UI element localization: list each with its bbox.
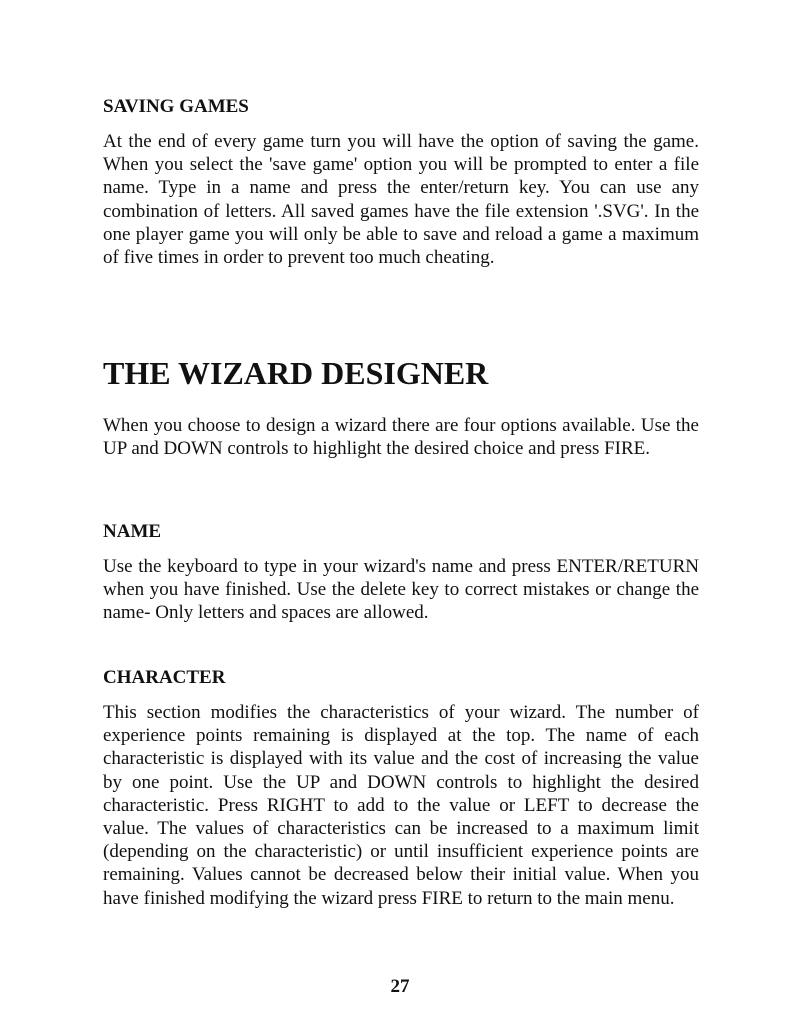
page-number: 27 xyxy=(390,976,410,997)
section-body-name: Use the keyboard to type in your wizard's name and press ENTER/RETURN when you have finished. Use the delete key to correct mistakes or change the name- Only letters and spaces are allowed. xyxy=(103,556,699,624)
section-heading-saving-games: SAVING GAMES xyxy=(103,96,249,117)
section-heading-character: CHARACTER xyxy=(103,667,226,688)
section-body-saving-games: At the end of every game turn you will have the option of saving the game. When you select the 'save game' option you will be prompted to enter a file name. Type in a name and press the enter/return key. You can use any combination of letters. All saved games have the file extension '.SVG'. In the one player game you will only be able to save and reload a game a maximum of five times in order to prevent too much cheating. xyxy=(103,131,699,269)
chapter-heading-wizard-designer: THE WIZARD DESIGNER xyxy=(103,355,489,391)
section-body-character: This section modifies the characteristics of your wizard. The number of experience points remaining is displayed at the top. The name of each characteristic is displayed with its value and the cost of increasing the value by one point. Use the UP and DOWN controls to highlight the desired characteristic. Press RIGHT to add to the value or LEFT to decrease the value. The values of characteristics can be increased to a maximum limit (depending on the characteristic) or until insufficient experience points are remaining. Values cannot be decreased below their initial value. When you have finished modifying the wizard press FIRE to return to the main menu. xyxy=(103,702,699,909)
section-body-wizard-designer: When you choose to design a wizard there are four options available. Use the UP and DOWN controls to highlight the desired choice and press FIRE. xyxy=(103,415,699,460)
section-heading-name: NAME xyxy=(103,521,162,542)
